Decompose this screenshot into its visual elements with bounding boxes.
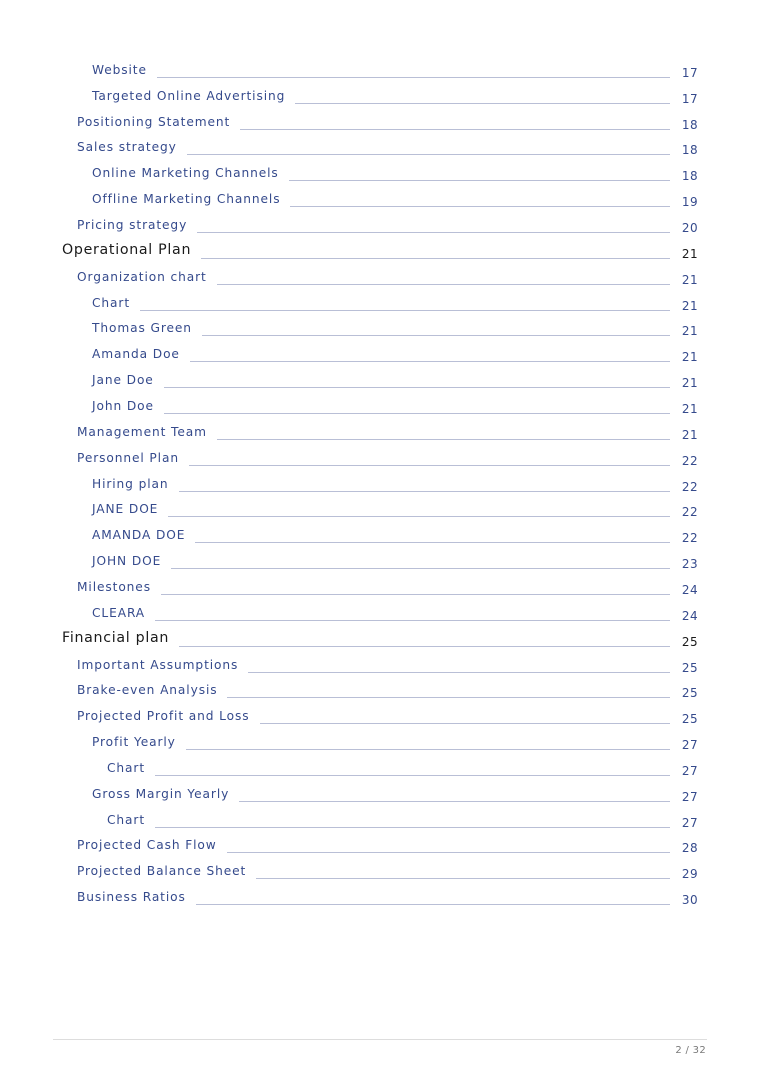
toc-entry[interactable] — [62, 701, 698, 727]
toc-entry-title: Business Ratios — [77, 890, 186, 905]
toc-entry[interactable] — [62, 779, 698, 805]
toc-leader-line — [179, 491, 671, 492]
toc-leader-line — [171, 568, 670, 569]
toc-entry-title: Personnel Plan — [77, 450, 179, 465]
toc-leader-line — [157, 77, 670, 78]
toc-page-number: 25 — [681, 712, 698, 727]
toc-leader-line — [179, 646, 670, 647]
toc-entry[interactable] — [62, 288, 698, 314]
toc-entry-title: Projected Balance Sheet — [77, 864, 247, 879]
toc-entry[interactable] — [62, 469, 698, 495]
toc-page-number: 25 — [681, 634, 698, 649]
toc-page-number: 17 — [681, 91, 698, 106]
toc-entry[interactable] — [62, 856, 698, 882]
toc-entry[interactable] — [62, 572, 698, 598]
toc-page-number: 24 — [681, 608, 698, 623]
toc-page-number: 20 — [681, 220, 698, 235]
toc-page-number: 21 — [681, 401, 698, 416]
toc-entry[interactable] — [62, 391, 698, 417]
toc-entry-title: Sales strategy — [77, 140, 177, 155]
toc-leader-line — [195, 542, 670, 543]
toc-leader-line — [256, 878, 670, 879]
toc-page-number: 22 — [681, 531, 698, 546]
table-of-contents — [62, 55, 698, 908]
toc-page-number: 22 — [681, 505, 698, 520]
toc-entry[interactable] — [62, 727, 698, 753]
toc-page-number: 21 — [681, 427, 698, 442]
toc-entry-title: John Doe — [92, 398, 154, 413]
toc-page-number: 21 — [681, 246, 698, 261]
toc-page-number: 28 — [681, 841, 698, 856]
toc-leader-line — [186, 749, 670, 750]
toc-entry[interactable] — [62, 314, 698, 340]
toc-leader-line — [227, 697, 670, 698]
toc-page-number: 23 — [681, 557, 698, 572]
toc-leader-line — [161, 594, 670, 595]
toc-leader-line — [155, 620, 670, 621]
toc-entry-title: Financial plan — [62, 629, 170, 646]
toc-entry-title: Gross Margin Yearly — [92, 786, 230, 801]
toc-page-number: 19 — [681, 195, 698, 210]
toc-entry-title: Website — [92, 62, 147, 77]
toc-leader-line — [295, 103, 670, 104]
toc-page-number: 17 — [681, 65, 698, 80]
toc-entry[interactable] — [62, 210, 698, 236]
toc-entry[interactable] — [62, 81, 698, 107]
toc-entry[interactable] — [62, 184, 698, 210]
toc-entry-title: Brake-even Analysis — [77, 683, 218, 698]
toc-leader-line — [217, 284, 670, 285]
toc-leader-line — [155, 827, 670, 828]
toc-leader-line — [197, 232, 670, 233]
toc-page-number: 18 — [681, 117, 698, 132]
toc-page-number: 27 — [681, 789, 698, 804]
toc-entry-title: CLEARA — [92, 605, 146, 620]
toc-page-number: 24 — [681, 582, 698, 597]
toc-entry[interactable] — [62, 417, 698, 443]
toc-page-number: 30 — [681, 893, 698, 908]
toc-leader-line — [202, 335, 670, 336]
toc-leader-line — [260, 723, 670, 724]
toc-leader-line — [290, 206, 670, 207]
toc-page-number: 21 — [681, 350, 698, 365]
toc-page-number: 22 — [681, 453, 698, 468]
toc-entry-title: Chart — [107, 812, 145, 827]
toc-entry[interactable] — [62, 55, 698, 81]
toc-entry[interactable] — [62, 133, 698, 159]
toc-leader-line — [190, 361, 670, 362]
toc-entry-title: AMANDA DOE — [92, 528, 186, 543]
toc-page-number: 21 — [681, 376, 698, 391]
toc-page-number: 27 — [681, 738, 698, 753]
toc-leader-line — [189, 465, 670, 466]
toc-page-number: 21 — [681, 298, 698, 313]
toc-page-number: 21 — [681, 324, 698, 339]
toc-entry-title: Pricing strategy — [77, 217, 188, 232]
toc-entry-title: Milestones — [77, 579, 151, 594]
toc-entry[interactable] — [62, 882, 698, 908]
toc-leader-line — [227, 852, 670, 853]
toc-entry-title: Jane Doe — [92, 373, 154, 388]
toc-entry-title: Chart — [107, 760, 145, 775]
toc-entry-title: JOHN DOE — [92, 554, 162, 569]
toc-entry-title: Amanda Doe — [92, 347, 180, 362]
toc-page-number: 21 — [681, 272, 698, 287]
toc-leader-line — [168, 516, 670, 517]
toc-entry[interactable] — [62, 443, 698, 469]
toc-entry[interactable] — [62, 365, 698, 391]
toc-entry[interactable] — [62, 107, 698, 133]
toc-entry-title: Profit Yearly — [92, 735, 176, 750]
toc-entry-title: Projected Profit and Loss — [77, 709, 250, 724]
toc-entry[interactable] — [62, 158, 698, 184]
toc-leader-line — [201, 258, 670, 259]
toc-leader-line — [239, 801, 670, 802]
toc-entry-title: Management Team — [77, 424, 207, 439]
toc-entry[interactable] — [62, 753, 698, 779]
toc-page-number: 27 — [681, 763, 698, 778]
toc-entry[interactable] — [62, 676, 698, 702]
toc-leader-line — [240, 129, 670, 130]
toc-entry[interactable] — [62, 339, 698, 365]
toc-leader-line — [289, 180, 670, 181]
toc-entry-title: Important Assumptions — [77, 657, 239, 672]
toc-entry-title: Chart — [92, 295, 130, 310]
toc-leader-line — [248, 672, 670, 673]
toc-page-number: 27 — [681, 815, 698, 830]
toc-entry[interactable] — [62, 546, 698, 572]
toc-leader-line — [164, 413, 670, 414]
toc-entry[interactable] — [62, 598, 698, 624]
toc-page-number: 29 — [681, 867, 698, 882]
toc-leader-line — [187, 154, 670, 155]
toc-entry-title: Offline Marketing Channels — [92, 192, 281, 207]
toc-entry[interactable] — [62, 805, 698, 831]
toc-leader-line — [217, 439, 670, 440]
toc-entry-title: JANE DOE — [92, 502, 159, 517]
toc-leader-line — [196, 904, 670, 905]
toc-entry-title: Targeted Online Advertising — [92, 88, 286, 103]
toc-leader-line — [140, 310, 670, 311]
toc-entry-title: Thomas Green — [92, 321, 192, 336]
toc-entry[interactable] — [62, 495, 698, 521]
toc-entry-title: Online Marketing Channels — [92, 166, 279, 181]
toc-entry[interactable] — [62, 520, 698, 546]
toc-page-number: 25 — [681, 686, 698, 701]
toc-page-number: 22 — [681, 479, 698, 494]
toc-entry[interactable] — [62, 262, 698, 288]
page-indicator: 2 / 32 — [675, 1045, 706, 1056]
toc-page-number: 18 — [681, 143, 698, 158]
toc-entry-title: Operational Plan — [62, 241, 192, 258]
toc-entry-title: Positioning Statement — [77, 114, 231, 129]
toc-page-number: 25 — [681, 660, 698, 675]
toc-entry-title: Organization chart — [77, 269, 207, 284]
toc-entry-title: Projected Cash Flow — [77, 838, 217, 853]
toc-section-heading[interactable] — [62, 624, 698, 650]
toc-entry[interactable] — [62, 831, 698, 857]
toc-section-heading[interactable] — [62, 236, 698, 262]
footer-divider — [53, 1039, 707, 1040]
toc-entry-title: Hiring plan — [92, 476, 169, 491]
toc-entry[interactable] — [62, 650, 698, 676]
toc-leader-line — [164, 387, 670, 388]
toc-leader-line — [155, 775, 670, 776]
toc-page-number: 18 — [681, 169, 698, 184]
